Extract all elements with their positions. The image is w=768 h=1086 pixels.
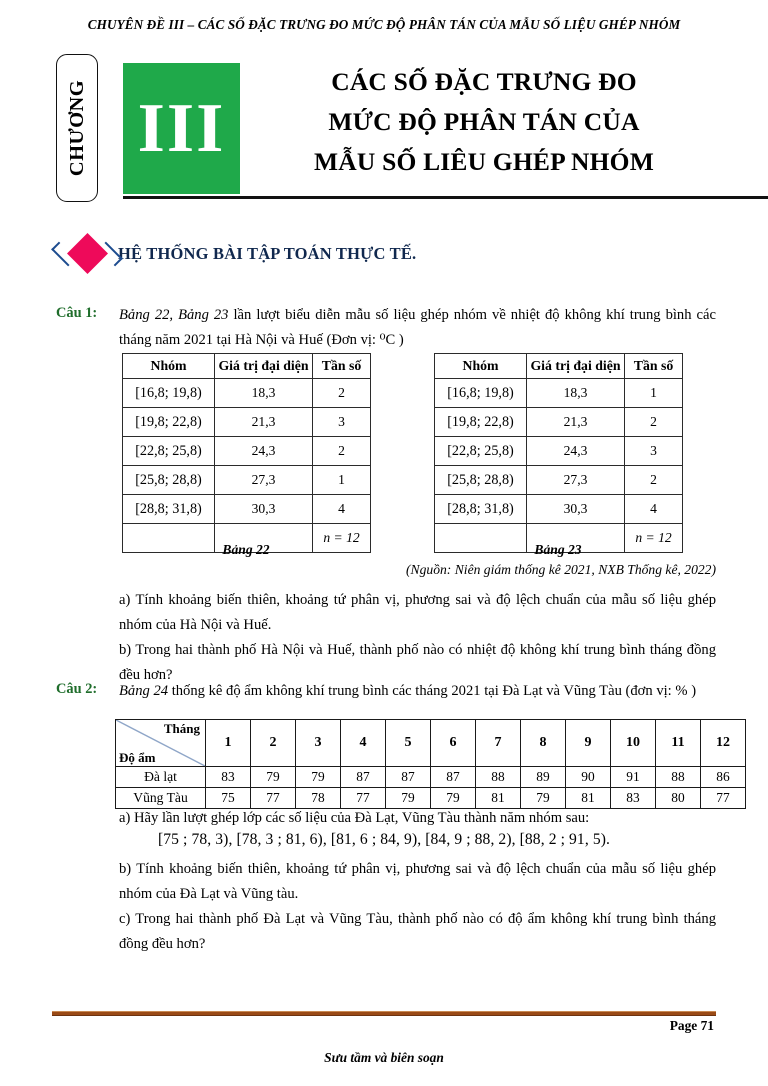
bang22-r1-group: [19,8; 22,8)	[123, 408, 215, 437]
bang24-month-6: 6	[431, 720, 476, 767]
chapter-title	[252, 62, 716, 182]
bang23-r3-freq: 2	[625, 466, 683, 495]
table-bang-22	[122, 353, 371, 553]
bang23-header-2: Tần số	[625, 354, 683, 379]
bang23-r2-group: [22,8; 25,8)	[435, 437, 527, 466]
bang24-row-1-val-3: 78	[296, 788, 341, 809]
section-heading-text: HỆ THỐNG BÀI TẬP TOÁN THỰC TẾ.	[118, 244, 417, 263]
table-header-row	[116, 720, 746, 767]
cau2-part-a-text: a) Hãy lần lượt ghép lớp các số liệu của Đà Lạt, Vũng Tàu thành năm nhóm sau:	[119, 810, 590, 826]
bang22-r4-freq: 4	[313, 495, 371, 524]
chuong-pill	[56, 54, 98, 202]
bang24-row-0-val-4: 87	[341, 767, 386, 788]
cau2-part-a-math: [75 ; 78, 3), [78, 3 ; 81, 6), [81, 6 ; 84, 9), [84, 9 ; 88, 2), [88, 2 ; 91, 5).	[157, 831, 611, 848]
table-row	[123, 437, 371, 466]
bang24-row-0-val-12: 86	[701, 767, 746, 788]
bang24-month-8: 8	[521, 720, 566, 767]
bang24-row-0-val-5: 87	[386, 767, 431, 788]
chapter-title-line-3: MẪU SỐ LIÊU GHÉP NHÓM	[314, 147, 654, 176]
caption-bang-23: Bảng 23	[534, 542, 582, 557]
bang24-row-1-val-4: 77	[341, 788, 386, 809]
chapter-banner	[56, 52, 716, 204]
bang22-r2-group: [22,8; 25,8)	[123, 437, 215, 466]
bang22-total: n = 12	[313, 524, 371, 553]
bang24-row-0-val-8: 89	[521, 767, 566, 788]
bang24-row-1-val-6: 79	[431, 788, 476, 809]
section-heading	[56, 232, 416, 276]
table-row	[435, 408, 683, 437]
bang22-r3-freq: 1	[313, 466, 371, 495]
bang24-row-0-val-7: 88	[476, 767, 521, 788]
bang24-month-7: 7	[476, 720, 521, 767]
bang24-row-1-val-2: 77	[251, 788, 296, 809]
bang23-r0-group: [16,8; 19,8)	[435, 379, 527, 408]
table-row	[435, 466, 683, 495]
bang24-row-1-val-10: 83	[611, 788, 656, 809]
bang24-month-4: 4	[341, 720, 386, 767]
bang22-header-2: Tần số	[313, 354, 371, 379]
bang22-r0-freq: 2	[313, 379, 371, 408]
bang24-row-1-val-8: 79	[521, 788, 566, 809]
running-header: CHUYÊN ĐỀ III – CÁC SỐ ĐẶC TRƯNG ĐO MỨC ĐỘ PHÂN TÁN CỦA MẪU SỐ LIỆU GHÉP NHÓM	[87, 17, 681, 32]
bang22-r1-mid: 21,3	[215, 408, 313, 437]
bang23-r0-mid: 18,3	[527, 379, 625, 408]
bang23-r4-mid: 30,3	[527, 495, 625, 524]
bang24-month-5: 5	[386, 720, 431, 767]
table-row	[435, 437, 683, 466]
bang24-row-0-val-3: 79	[296, 767, 341, 788]
bang23-header-1: Giá trị đại diện	[527, 354, 625, 379]
bang22-r2-freq: 2	[313, 437, 371, 466]
chapter-number: III	[137, 90, 226, 167]
source-attribution: (Nguồn: Niên giám thống kê 2021, NXB Thống kê, 2022)	[406, 562, 716, 577]
bang24-month-9: 9	[566, 720, 611, 767]
bang23-r1-freq: 2	[625, 408, 683, 437]
table-row	[435, 379, 683, 408]
question-label-cau1: Câu 1:	[56, 305, 98, 321]
bang24-corner-top-label: Tháng	[163, 721, 200, 736]
table-row	[116, 767, 746, 788]
chuong-label: CHƯƠNG	[66, 79, 88, 177]
bang22-r4-mid: 30,3	[215, 495, 313, 524]
bang24-row-1-val-9: 81	[566, 788, 611, 809]
footer-divider	[52, 1011, 716, 1016]
cau1-stem-rest: lần lượt biểu diễn mẫu số liệu ghép nhóm về nhiệt độ không khí trung bình các tháng năm 2021 tại Hà Nội và Huế (Đơn vị: ⁰C )	[119, 307, 716, 348]
bang24-row-1-val-7: 81	[476, 788, 521, 809]
diamond-bullet-icon	[56, 232, 118, 276]
cau1-part-a: a) Tính khoảng biến thiên, khoảng tứ phân vị, phương sai và độ lệch chuẩn của mẫu số liệu ghép nhóm của Hà Nội và Huế.	[119, 592, 716, 633]
bang24-corner-bottom-label: Độ ẩm	[119, 750, 156, 765]
chapter-title-line-2: MỨC ĐỘ PHÂN TÁN CỦA	[328, 107, 640, 136]
bang24-row-1-val-12: 77	[701, 788, 746, 809]
bang22-header-1: Giá trị đại diện	[215, 354, 313, 379]
question-label-cau2: Câu 2:	[56, 681, 98, 697]
table-header-row	[123, 354, 371, 379]
cau2-stem	[119, 679, 730, 704]
chapter-underline	[123, 196, 768, 199]
cau2-stem-rest: thống kê độ ẩm không khí trung bình các tháng 2021 tại Đà Lạt và Vũng Tàu (đơn vị: % )	[168, 683, 697, 699]
bang24-month-10: 10	[611, 720, 656, 767]
cau2-part-b: b) Tính khoảng biến thiên, khoảng tứ phân vị, phương sai và độ lệch chuẩn của mẫu số liệu ghép nhóm của Đà Lạt và Vũng tàu.	[119, 861, 716, 902]
bang24-row-0-val-9: 90	[566, 767, 611, 788]
bang24-row-0-val-11: 88	[656, 767, 701, 788]
bang24-row-1-val-11: 80	[656, 788, 701, 809]
cau2-stem-emphasis: Bảng 24	[119, 683, 169, 699]
bang23-r1-group: [19,8; 22,8)	[435, 408, 527, 437]
footer-credit: Sưu tầm và biên soạn	[324, 1050, 444, 1065]
bang23-r2-freq: 3	[625, 437, 683, 466]
bang22-r1-freq: 3	[313, 408, 371, 437]
cau1-stem	[119, 303, 716, 353]
bang23-r1-mid: 21,3	[527, 408, 625, 437]
bang24-month-3: 3	[296, 720, 341, 767]
page-number: Page 71	[669, 1018, 714, 1033]
bang23-r3-mid: 27,3	[527, 466, 625, 495]
bang22-r0-mid: 18,3	[215, 379, 313, 408]
bang24-corner-cell	[116, 720, 206, 767]
bang24-row-0-val-1: 83	[206, 767, 251, 788]
bang23-total: n = 12	[625, 524, 683, 553]
bang23-r3-group: [25,8; 28,8)	[435, 466, 527, 495]
bang24-row-0-name: Đà lạt	[116, 767, 206, 788]
table-row	[123, 495, 371, 524]
bang24-month-1: 1	[206, 720, 251, 767]
cau2-part-c: c) Trong hai thành phố Đà Lạt và Vũng Tàu, thành phố nào có độ ẩm không khí trung bình tháng đồng đều hơn?	[119, 911, 716, 952]
bang23-r0-freq: 1	[625, 379, 683, 408]
table-row	[123, 408, 371, 437]
bang22-r3-group: [25,8; 28,8)	[123, 466, 215, 495]
bang23-header-0: Nhóm	[435, 354, 527, 379]
chapter-title-line-1: CÁC SỐ ĐẶC TRƯNG ĐO	[331, 67, 637, 96]
bang24-row-1-val-5: 79	[386, 788, 431, 809]
bang22-r2-mid: 24,3	[215, 437, 313, 466]
bang22-r0-group: [16,8; 19,8)	[123, 379, 215, 408]
bang24-month-12: 12	[701, 720, 746, 767]
bang24-month-11: 11	[656, 720, 701, 767]
bang22-r4-group: [28,8; 31,8)	[123, 495, 215, 524]
bang24-row-0-val-6: 87	[431, 767, 476, 788]
bang22-header-0: Nhóm	[123, 354, 215, 379]
caption-bang-22: Bảng 22	[222, 542, 270, 557]
table-row	[123, 466, 371, 495]
chapter-number-box	[123, 63, 240, 194]
bang24-month-2: 2	[251, 720, 296, 767]
table-row	[123, 379, 371, 408]
table-row	[435, 495, 683, 524]
cau1-part-b: b) Trong hai thành phố Hà Nội và Huế, thành phố nào có nhiệt độ không khí trung bình tháng đồng đều hơn?	[119, 642, 716, 683]
cau1-stem-emphasis: Bảng 22, Bảng 23	[119, 307, 229, 323]
bang23-r2-mid: 24,3	[527, 437, 625, 466]
table-bang-23	[434, 353, 683, 553]
table-header-row	[435, 354, 683, 379]
bang23-r4-freq: 4	[625, 495, 683, 524]
bang24-row-0-val-10: 91	[611, 767, 656, 788]
bang24-row-1-val-1: 75	[206, 788, 251, 809]
table-bang-24	[115, 719, 746, 809]
bang22-r3-mid: 27,3	[215, 466, 313, 495]
bang23-r4-group: [28,8; 31,8)	[435, 495, 527, 524]
bang24-row-0-val-2: 79	[251, 767, 296, 788]
bang24-row-1-name: Vũng Tàu	[116, 788, 206, 809]
